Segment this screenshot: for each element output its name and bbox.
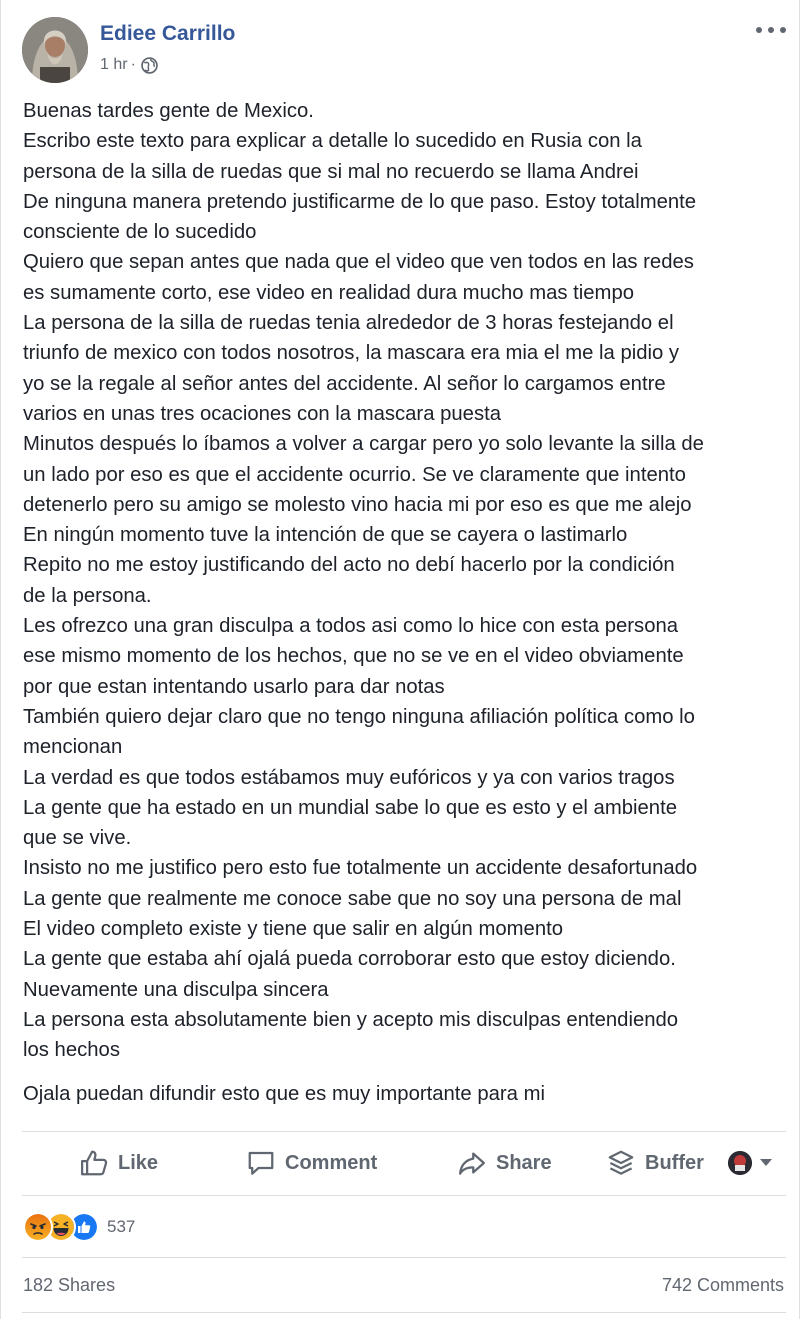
shares-count[interactable]: 182 Shares bbox=[23, 1275, 116, 1295]
post-body-line: que se vive. bbox=[23, 827, 132, 850]
post-body-line: De ninguna manera pretendo justificarme de lo que paso. Estoy totalmente bbox=[23, 190, 697, 213]
post-body-line: por que estan intentando usarlo para dar notas bbox=[23, 675, 445, 698]
post-meta bbox=[100, 56, 158, 74]
author-name[interactable]: Ediee Carrillo bbox=[100, 22, 236, 45]
buffer-button[interactable] bbox=[606, 1131, 704, 1195]
post-as-selector[interactable] bbox=[728, 1151, 773, 1175]
post-body-line: consciente de lo sucedido bbox=[23, 221, 257, 244]
post-timestamp[interactable]: 1 hr bbox=[100, 56, 128, 73]
post-body-line: Buenas tardes gente de Mexico. bbox=[23, 100, 314, 122]
chevron-down-icon bbox=[759, 1158, 773, 1168]
buffer-label: Buffer bbox=[645, 1151, 704, 1174]
author-avatar[interactable] bbox=[22, 17, 88, 83]
post-body-line: El video completo existe y tiene que salir en algún momento bbox=[23, 918, 564, 941]
post-body-line: La persona esta absolutamente bien y acepto mis disculpas entendiendo bbox=[23, 1008, 679, 1031]
globe-icon[interactable] bbox=[141, 57, 158, 74]
post-body-line: detenerlo pero su amigo se molesto vino hacia mi por eso es que me alejo bbox=[23, 493, 692, 516]
post-body-line: Escribo este texto para explicar a detalle lo sucedido en Rusia con la bbox=[23, 130, 642, 153]
thumbs-up-icon bbox=[79, 1148, 109, 1178]
like-label: Like bbox=[118, 1151, 159, 1174]
divider bbox=[22, 1195, 786, 1196]
post-closing-line: Ojala puedan difundir esto que es muy importante para mi bbox=[23, 1083, 545, 1105]
post-body-line: Insisto no me justifico pero esto fue totalmente un accidente desafortunado bbox=[23, 857, 698, 880]
post-body-line: La gente que ha estado en un mundial sabe lo que es esto y el ambiente bbox=[23, 796, 677, 819]
divider bbox=[22, 1257, 786, 1258]
post-body-line: triunfo de mexico con todos nosotros, la mascara era mia el me la pidio y bbox=[23, 342, 680, 365]
comment-button[interactable] bbox=[246, 1131, 377, 1195]
post-body-line: persona de la silla de ruedas que si mal no recuerdo se llama Andrei bbox=[23, 160, 639, 183]
post-body-line: La gente que estaba ahí ojalá pueda corroborar esto que estoy diciendo. bbox=[23, 948, 676, 971]
post-body-line: los hechos bbox=[23, 1039, 120, 1062]
post-body bbox=[23, 96, 793, 1066]
post-body-line: Nuevamente una disculpa sincera bbox=[23, 978, 329, 1001]
reaction-count[interactable]: 537 bbox=[107, 1217, 136, 1236]
post-body-line: un lado por eso es que el accidente ocurrio. Se ve claramente que intento bbox=[23, 463, 686, 486]
post-body-line: Quiero que sepan antes que nada que el video que ven todos en las redes bbox=[23, 251, 694, 274]
angry-reaction-icon bbox=[23, 1212, 53, 1242]
comment-icon bbox=[246, 1148, 276, 1178]
post-body-line: La verdad es que todos estábamos muy eufóricos y ya con varios tragos bbox=[23, 766, 675, 789]
page-avatar bbox=[728, 1151, 752, 1175]
share-label: Share bbox=[496, 1151, 552, 1174]
post-body-line: de la persona. bbox=[23, 584, 152, 607]
more-options-icon[interactable] bbox=[756, 20, 786, 40]
post-body-line: La gente que realmente me conoce sabe que no soy una persona de mal bbox=[23, 887, 682, 910]
post-body-line: mencionan bbox=[23, 736, 123, 759]
post-body-line: Les ofrezco una gran disculpa a todos asi como lo hice con esta persona bbox=[23, 615, 679, 638]
like-button[interactable] bbox=[79, 1131, 158, 1195]
post-body-line: varios en unas tres ocaciones con la mascara puesta bbox=[23, 402, 501, 425]
meta-separator: · bbox=[130, 56, 136, 73]
post-body-line: yo se la regale al señor antes del accidente. Al señor lo cargamos entre bbox=[23, 372, 666, 395]
post-body-line: Minutos después lo íbamos a volver a cargar pero yo solo levante la silla de bbox=[23, 433, 704, 456]
post-body-line: La persona de la silla de ruedas tenia alrededor de 3 horas festejando el bbox=[23, 312, 674, 335]
buffer-layers-icon bbox=[606, 1148, 636, 1178]
post-body-line: es sumamente corto, ese video en realidad dura mucho mas tiempo bbox=[23, 281, 635, 304]
post-body-line: ese mismo momento de los hechos, que no se ve en el video obviamente bbox=[23, 645, 684, 668]
share-arrow-icon bbox=[457, 1148, 487, 1178]
comment-label: Comment bbox=[285, 1151, 378, 1174]
reactions-summary[interactable] bbox=[23, 1212, 135, 1242]
divider bbox=[22, 1312, 786, 1313]
post-body-line: En ningún momento tuve la intención de que se cayera o lastimarlo bbox=[23, 524, 628, 547]
post-actions-bar bbox=[22, 1131, 786, 1195]
share-button[interactable] bbox=[457, 1131, 552, 1195]
comments-count[interactable]: 742 Comments bbox=[661, 1275, 784, 1295]
post-body-line: Repito no me estoy justificando del acto no debí hacerlo por la condición bbox=[23, 554, 675, 577]
post-body-line: También quiero dejar claro que no tengo ninguna afiliación política como lo bbox=[23, 705, 695, 728]
